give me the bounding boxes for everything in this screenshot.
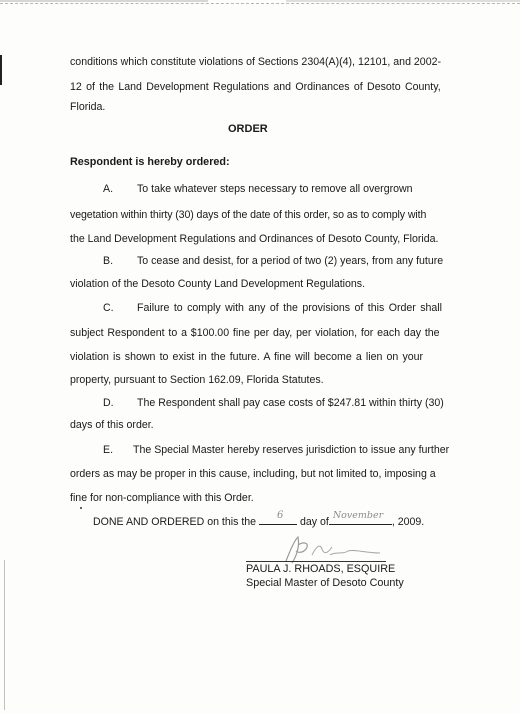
item-e-letter: E.: [103, 444, 114, 456]
continued-text-line-2: 12 of the Land Development Regulations and Ordinances of Desoto County,: [70, 81, 441, 93]
item-c-text-1: Failure to comply with any of the provisions of this Order shall: [137, 302, 443, 314]
item-e-text-1: The Special Master hereby reserves jurisdiction to issue any further: [133, 444, 450, 456]
day-blank: [259, 510, 297, 525]
done-ordered-mid: day of: [299, 516, 329, 528]
item-d-text-1: The Respondent shall pay case costs of $247.81 within thirty (30): [137, 397, 444, 409]
day-handwritten: 6: [277, 510, 284, 521]
signatory-title: Special Master of Desoto County: [246, 577, 404, 589]
month-blank: [329, 510, 392, 525]
month-handwritten: November: [332, 510, 384, 521]
item-b-text-1: To cease and desist, for a period of two (2) years, from any future: [137, 255, 444, 267]
item-c-line-3: violation is shown to exist in the future. A fine will become a lien on your: [70, 351, 424, 363]
continued-text-line-3: Florida.: [70, 101, 106, 113]
item-e-line-1: [103, 444, 449, 457]
item-c-line-1: [103, 302, 442, 315]
item-c-line-4: property, pursuant to Section 162.09, Florida Statutes.: [70, 374, 324, 386]
item-e-line-3: fine for non-compliance with this Order.: [70, 492, 254, 504]
scan-left-mark: [0, 55, 2, 85]
item-a-line-3: the Land Development Regulations and Ordinances of Desoto County, Florida.: [70, 233, 439, 245]
item-a-line-2: vegetation within thirty (30) days of the date of this order, so as to comply with: [70, 209, 427, 221]
scan-top-edge: [0, 0, 520, 2]
item-d-line-2: days of this order.: [70, 419, 154, 431]
item-a-text-1: To take whatever steps necessary to remove all overgrown: [137, 183, 413, 195]
item-b-letter: B.: [103, 255, 114, 267]
signature-line: [246, 561, 386, 562]
done-ordered-prefix: DONE AND ORDERED on this the: [93, 516, 257, 528]
respondent-heading: Respondent is hereby ordered:: [70, 156, 230, 168]
item-b-line-2: violation of the Desoto County Land Development Regulations.: [70, 278, 366, 290]
item-e-line-2: orders as may be proper in this cause, including, but not limited to, imposing a: [70, 468, 436, 480]
done-ordered-line: [93, 510, 425, 529]
signatory-name: PAULA J. RHOADS, ESQUIRE: [246, 563, 396, 575]
item-d-letter: D.: [103, 397, 114, 409]
item-a-line-1: [103, 183, 413, 196]
continued-text-line-1: conditions which constitute violations of Sections 2304(A)(4), 12101, and 2002-: [70, 56, 442, 68]
item-d-line-1: [103, 397, 444, 410]
item-c-line-2: subject Respondent to a $100.00 fine per day, per violation, for each day the: [70, 327, 440, 339]
scan-top-line: [0, 3, 520, 6]
done-ordered-year: , 2009.: [391, 516, 425, 528]
order-heading: ORDER: [228, 123, 268, 135]
item-a-letter: A.: [103, 183, 114, 195]
item-c-letter: C.: [103, 302, 114, 314]
item-b-line-1: [103, 255, 443, 268]
stray-mark: [80, 507, 82, 509]
scan-left-edge: [4, 560, 5, 710]
